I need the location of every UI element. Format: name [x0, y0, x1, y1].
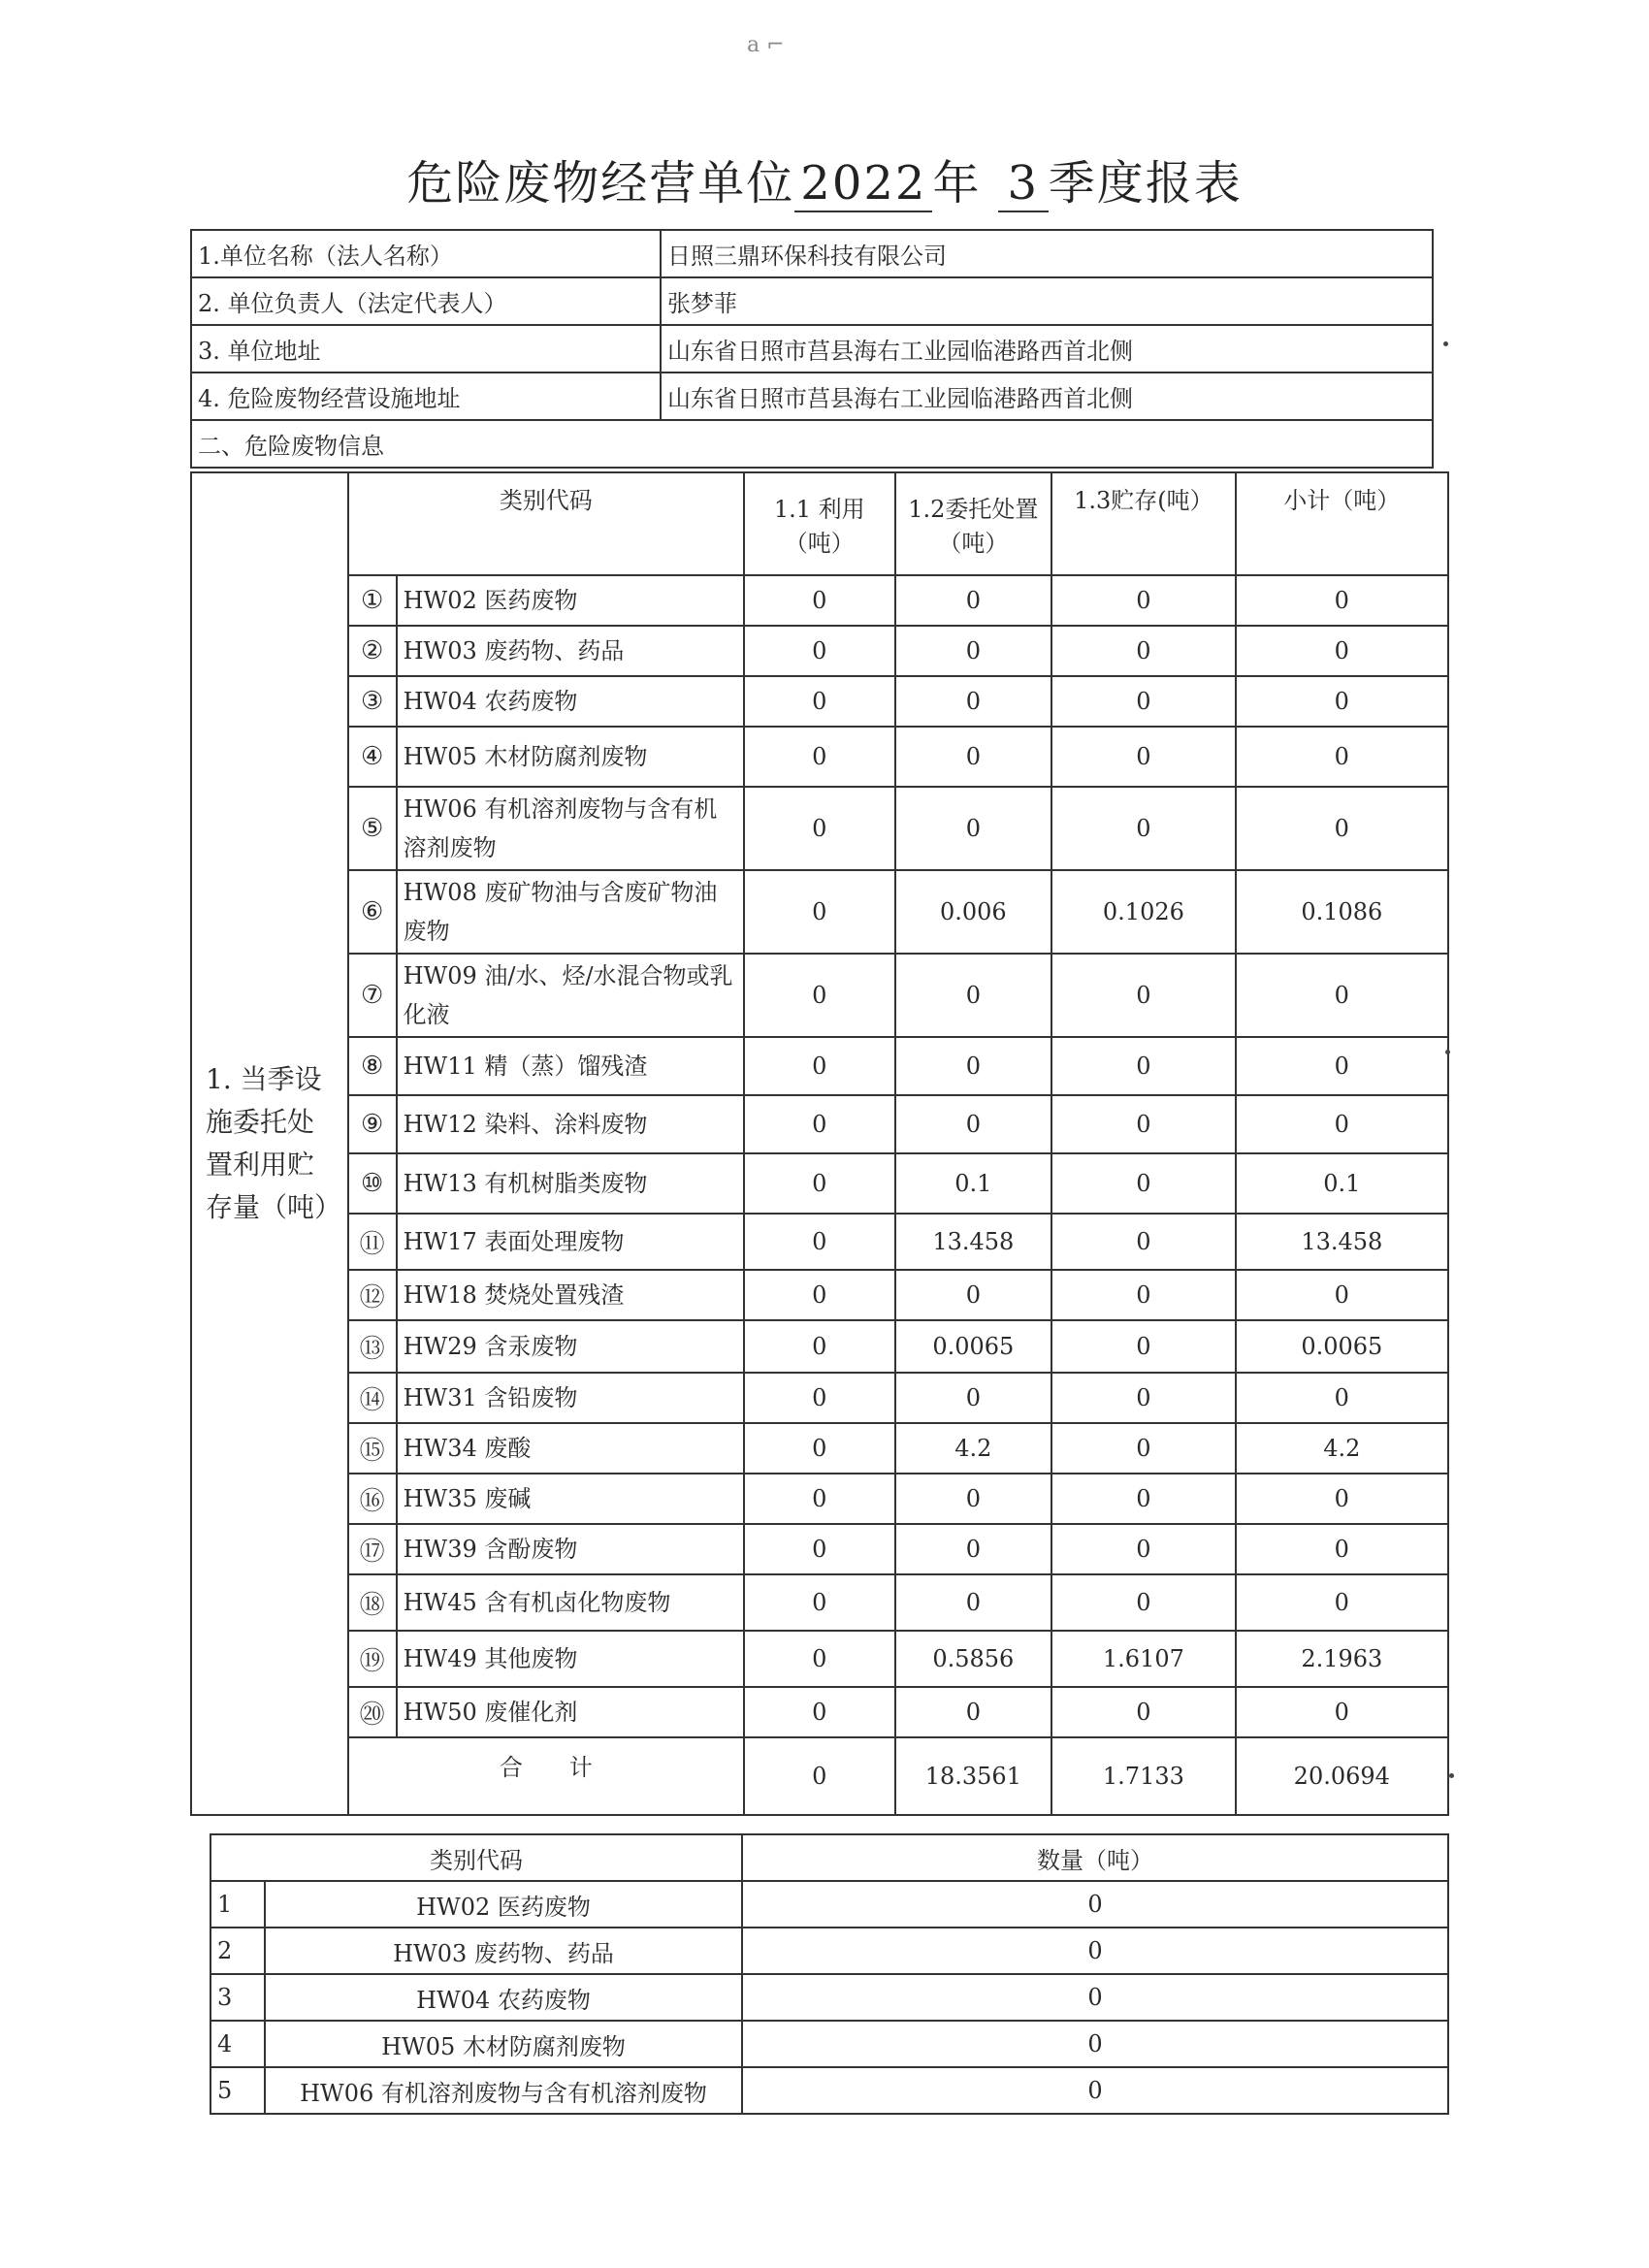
value-use: 0 — [744, 1373, 895, 1423]
table-row — [191, 870, 1448, 954]
scan-marks: a ⌐ — [747, 33, 785, 57]
sub-quantity: 0 — [742, 1928, 1448, 1974]
table-row — [191, 1474, 1448, 1524]
value-subtotal: 0.0065 — [1236, 1320, 1448, 1373]
row-index: ⑰ — [348, 1524, 397, 1574]
row-index: ⑯ — [348, 1474, 397, 1524]
value-subtotal: 0 — [1236, 1524, 1448, 1574]
table-header-row — [191, 472, 1448, 575]
value-store: 0 — [1051, 1687, 1235, 1737]
value-subtotal: 0 — [1236, 676, 1448, 727]
waste-table-body — [191, 472, 1448, 1815]
table-row — [191, 1574, 1448, 1631]
list-item — [210, 1928, 1448, 1974]
table-row — [191, 787, 1448, 870]
row-index: ⑪ — [348, 1214, 397, 1270]
value-entrust: 0.1 — [895, 1153, 1052, 1214]
value-subtotal: 0 — [1236, 1270, 1448, 1320]
value-entrust: 0 — [895, 575, 1052, 626]
table-row — [191, 1095, 1448, 1153]
info-row — [191, 230, 1433, 277]
table-row — [191, 1631, 1448, 1687]
row-index: ⑬ — [348, 1320, 397, 1373]
row-index: ⑨ — [348, 1095, 397, 1153]
sub-header-qty: 数量（吨） — [742, 1834, 1448, 1881]
waste-quantity-table — [190, 471, 1449, 1816]
value-use: 0 — [744, 1270, 895, 1320]
value-entrust: 0 — [895, 1270, 1052, 1320]
value-entrust: 0 — [895, 1574, 1052, 1631]
waste-category: HW12 染料、涂料废物 — [397, 1095, 744, 1153]
value-subtotal: 13.458 — [1236, 1214, 1448, 1270]
value-entrust: 0 — [895, 1687, 1052, 1737]
table-row — [191, 575, 1448, 626]
value-subtotal: 0 — [1236, 954, 1448, 1037]
info-value: 山东省日照市莒县海右工业园临港路西首北侧 — [661, 373, 1433, 420]
sub-quantity: 0 — [742, 2067, 1448, 2114]
row-index: ② — [348, 626, 397, 676]
sub-index: 3 — [210, 1974, 265, 2021]
row-index: ⑲ — [348, 1631, 397, 1687]
title-prefix: 危险废物经营单位 — [406, 156, 795, 211]
scan-dot — [1443, 341, 1448, 346]
value-use: 0 — [744, 1320, 895, 1373]
waste-category: HW17 表面处理废物 — [397, 1214, 744, 1270]
info-value: 张梦菲 — [661, 277, 1433, 325]
row-index: ① — [348, 575, 397, 626]
value-entrust: 0.5856 — [895, 1631, 1052, 1687]
header-subtotal: 小计（吨） — [1236, 472, 1448, 575]
value-store: 0 — [1051, 575, 1235, 626]
value-use: 0 — [744, 870, 895, 954]
waste-category: HW18 焚烧处置残渣 — [397, 1270, 744, 1320]
title-year-unit: 年 — [932, 156, 982, 211]
row-index: ⑫ — [348, 1270, 397, 1320]
table-row — [191, 1153, 1448, 1214]
value-entrust: 0 — [895, 676, 1052, 727]
table-row — [191, 1687, 1448, 1737]
info-row — [191, 277, 1433, 325]
table-row — [191, 1270, 1448, 1320]
table-row — [191, 1037, 1448, 1095]
section-2-label: 二、危险废物信息 — [191, 420, 1433, 468]
value-use: 0 — [744, 954, 895, 1037]
info-label: 2. 单位负责人（法定代表人） — [191, 277, 661, 325]
value-subtotal: 0 — [1236, 727, 1448, 787]
waste-category: HW31 含铅废物 — [397, 1373, 744, 1423]
info-label: 4. 危险废物经营设施地址 — [191, 373, 661, 420]
sub-category: HW03 废药物、药品 — [265, 1928, 742, 1974]
value-use: 0 — [744, 727, 895, 787]
row-index: ④ — [348, 727, 397, 787]
title-quarter: 3 — [998, 156, 1049, 212]
value-entrust: 0 — [895, 1037, 1052, 1095]
sub-header-code: 类别代码 — [210, 1834, 742, 1881]
info-row — [191, 373, 1433, 420]
value-subtotal: 0 — [1236, 575, 1448, 626]
value-subtotal: 0 — [1236, 787, 1448, 870]
list-item — [210, 1881, 1448, 1928]
value-use: 0 — [744, 1153, 895, 1214]
value-store: 0 — [1051, 954, 1235, 1037]
value-store: 0 — [1051, 1214, 1235, 1270]
row-index: ⑳ — [348, 1687, 397, 1737]
waste-category: HW06 有机溶剂废物与含有机溶剂废物 — [397, 787, 744, 870]
title-suffix: 季度报表 — [1048, 156, 1243, 211]
value-subtotal: 0 — [1236, 1373, 1448, 1423]
header-store: 1.3贮存(吨） — [1051, 472, 1235, 575]
row-index: ⑭ — [348, 1373, 397, 1423]
value-entrust: 0 — [895, 1524, 1052, 1574]
value-subtotal: 0.1086 — [1236, 870, 1448, 954]
value-store: 0 — [1051, 1095, 1235, 1153]
value-store: 0.1026 — [1051, 870, 1235, 954]
sub-header-row — [210, 1834, 1448, 1881]
list-item — [210, 1974, 1448, 2021]
value-store: 0 — [1051, 626, 1235, 676]
waste-category: HW03 废药物、药品 — [397, 626, 744, 676]
value-store: 0 — [1051, 1373, 1235, 1423]
info-label: 1.单位名称（法人名称） — [191, 230, 661, 277]
table-row — [191, 954, 1448, 1037]
value-use: 0 — [744, 1095, 895, 1153]
waste-category: HW02 医药废物 — [397, 575, 744, 626]
value-store: 0 — [1051, 1474, 1235, 1524]
value-use: 0 — [744, 787, 895, 870]
total-subtotal: 20.0694 — [1236, 1737, 1448, 1815]
value-entrust: 0 — [895, 626, 1052, 676]
value-entrust: 4.2 — [895, 1423, 1052, 1474]
value-use: 0 — [744, 676, 895, 727]
value-use: 0 — [744, 626, 895, 676]
value-subtotal: 0 — [1236, 626, 1448, 676]
value-store: 0 — [1051, 1270, 1235, 1320]
value-entrust: 0 — [895, 1373, 1052, 1423]
table-row — [191, 626, 1448, 676]
value-subtotal: 0 — [1236, 1574, 1448, 1631]
value-use: 0 — [744, 1574, 895, 1631]
waste-category: HW11 精（蒸）馏残渣 — [397, 1037, 744, 1095]
value-store: 0 — [1051, 787, 1235, 870]
value-entrust: 0.0065 — [895, 1320, 1052, 1373]
value-store: 1.6107 — [1051, 1631, 1235, 1687]
value-use: 0 — [744, 1423, 895, 1474]
table-row — [191, 676, 1448, 727]
total-row — [191, 1737, 1448, 1815]
value-use: 0 — [744, 1214, 895, 1270]
value-subtotal: 2.1963 — [1236, 1631, 1448, 1687]
row-index: ⑧ — [348, 1037, 397, 1095]
value-entrust: 0 — [895, 727, 1052, 787]
info-value: 日照三鼎环保科技有限公司 — [661, 230, 1433, 277]
row-index: ⑮ — [348, 1423, 397, 1474]
sub-index: 1 — [210, 1881, 265, 1928]
sub-index: 4 — [210, 2021, 265, 2067]
row-index: ⑥ — [348, 870, 397, 954]
waste-category: HW13 有机树脂类废物 — [397, 1153, 744, 1214]
row-index: ⑱ — [348, 1574, 397, 1631]
table-row — [191, 1524, 1448, 1574]
total-store: 1.7133 — [1051, 1737, 1235, 1815]
sub-quantity: 0 — [742, 1881, 1448, 1928]
waste-category: HW49 其他废物 — [397, 1631, 744, 1687]
waste-category: HW45 含有机卤化物废物 — [397, 1574, 744, 1631]
category-table-body — [210, 1834, 1448, 2114]
info-row — [191, 325, 1433, 373]
info-label: 3. 单位地址 — [191, 325, 661, 373]
row-index: ⑩ — [348, 1153, 397, 1214]
value-use: 0 — [744, 1687, 895, 1737]
sub-index: 2 — [210, 1928, 265, 1974]
value-store: 0 — [1051, 676, 1235, 727]
value-store: 0 — [1051, 1423, 1235, 1474]
report-title — [0, 146, 1649, 212]
value-entrust: 0 — [895, 1095, 1052, 1153]
sub-quantity: 0 — [742, 1974, 1448, 2021]
row-index: ③ — [348, 676, 397, 727]
value-store: 0 — [1051, 1320, 1235, 1373]
value-entrust: 0 — [895, 787, 1052, 870]
table-row — [191, 1320, 1448, 1373]
category-quantity-table — [210, 1833, 1449, 2115]
scan-dot — [1449, 1773, 1454, 1778]
title-year: 2022 — [794, 156, 932, 212]
list-item — [210, 2021, 1448, 2067]
value-entrust: 0.006 — [895, 870, 1052, 954]
sub-category: HW05 木材防腐剂废物 — [265, 2021, 742, 2067]
value-store: 0 — [1051, 1524, 1235, 1574]
value-subtotal: 0 — [1236, 1037, 1448, 1095]
table-row — [191, 1214, 1448, 1270]
row-index: ⑤ — [348, 787, 397, 870]
sub-category: HW02 医药废物 — [265, 1881, 742, 1928]
value-use: 0 — [744, 1631, 895, 1687]
waste-category: HW09 油/水、烃/水混合物或乳化液 — [397, 954, 744, 1037]
value-use: 0 — [744, 575, 895, 626]
sub-index: 5 — [210, 2067, 265, 2114]
sub-quantity: 0 — [742, 2021, 1448, 2067]
table-row — [191, 1373, 1448, 1423]
waste-category: HW29 含汞废物 — [397, 1320, 744, 1373]
section-row — [191, 420, 1433, 468]
value-subtotal: 4.2 — [1236, 1423, 1448, 1474]
value-entrust: 0 — [895, 1474, 1052, 1524]
waste-category: HW05 木材防腐剂废物 — [397, 727, 744, 787]
waste-category: HW34 废酸 — [397, 1423, 744, 1474]
sub-category: HW06 有机溶剂废物与含有机溶剂废物 — [265, 2067, 742, 2114]
value-use: 0 — [744, 1524, 895, 1574]
side-label: 1. 当季设施委托处置利用贮存量（吨） — [191, 472, 348, 1815]
value-subtotal: 0 — [1236, 1474, 1448, 1524]
waste-category: HW04 农药废物 — [397, 676, 744, 727]
value-use: 0 — [744, 1474, 895, 1524]
total-use: 0 — [744, 1737, 895, 1815]
row-index: ⑦ — [348, 954, 397, 1037]
waste-category: HW50 废催化剂 — [397, 1687, 744, 1737]
waste-category: HW35 废碱 — [397, 1474, 744, 1524]
waste-category: HW39 含酚废物 — [397, 1524, 744, 1574]
info-value: 山东省日照市莒县海右工业园临港路西首北侧 — [661, 325, 1433, 373]
list-item — [210, 2067, 1448, 2114]
value-use: 0 — [744, 1037, 895, 1095]
value-entrust: 13.458 — [895, 1214, 1052, 1270]
value-subtotal: 0 — [1236, 1687, 1448, 1737]
value-entrust: 0 — [895, 954, 1052, 1037]
sub-category: HW04 农药废物 — [265, 1974, 742, 2021]
total-entrust: 18.3561 — [895, 1737, 1052, 1815]
scan-dot — [1445, 1050, 1450, 1054]
value-store: 0 — [1051, 727, 1235, 787]
value-subtotal: 0.1 — [1236, 1153, 1448, 1214]
value-subtotal: 0 — [1236, 1095, 1448, 1153]
value-store: 0 — [1051, 1153, 1235, 1214]
waste-category: HW08 废矿物油与含废矿物油废物 — [397, 870, 744, 954]
table-row — [191, 1423, 1448, 1474]
header-code: 类别代码 — [348, 472, 744, 575]
total-label: 合 计 — [348, 1737, 744, 1815]
value-store: 0 — [1051, 1037, 1235, 1095]
header-use: 1.1 利用（吨） — [744, 472, 895, 575]
unit-info-table — [190, 229, 1434, 469]
table-row — [191, 727, 1448, 787]
value-store: 0 — [1051, 1574, 1235, 1631]
header-entrust: 1.2委托处置（吨） — [895, 472, 1052, 575]
